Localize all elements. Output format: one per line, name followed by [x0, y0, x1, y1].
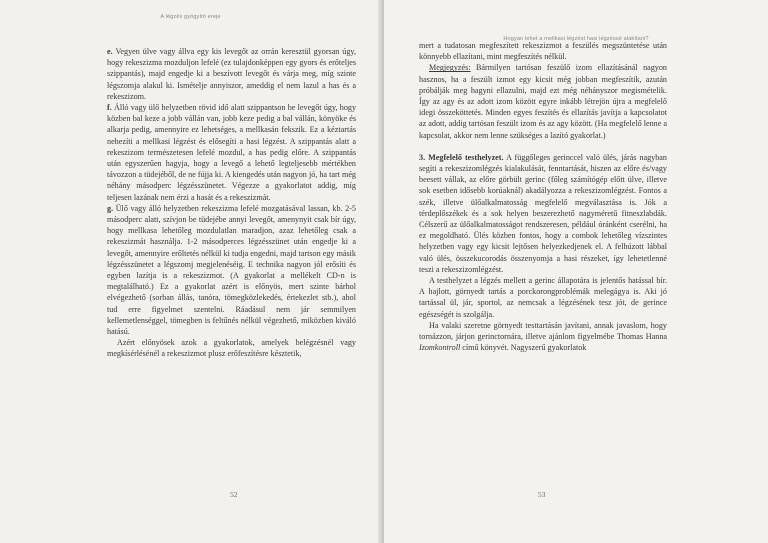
paragraph-text: Azért előnyösek azok a gyakorlatok, amelyek belégzésnél vagy megkísérlésénél a rekeszizmot plusz erőfeszítésre késztetik, — [107, 338, 356, 359]
paragraph-section-3 — [419, 152, 667, 275]
note-label: Megjegyzés: — [429, 63, 471, 73]
paragraph-recommendation — [419, 320, 667, 354]
paragraph-note — [419, 62, 667, 140]
running-header-left: A légzés gyógyító ereje — [160, 14, 221, 20]
left-page-body — [107, 46, 356, 360]
paragraph-text: A testhelyzet a légzés mellett a gerinc állapotára is jelentős hatással bír. A hajlott, görnyedt tartás a porckorongproblémák melegágya is. Aki jó tartással ül, jár, sportol, az nemcsak a légzésének tesz jót, de gerince egészségét is szolgálja. — [419, 276, 667, 319]
page-number-right: 53 — [538, 490, 546, 499]
paragraph-e — [107, 46, 356, 102]
paragraph-text: Bármilyen tartósan feszülő izom ellazításánál nagyon hasznos, ha a feszült izmot egy kicsit még jobban megfeszítik, azután próbálják meg hagyni ellazulni, majd ezt még néhányszor megismételik. Így az agy és az adott izom között egyre inkább létrejön újra a megfelelő idegi összeköttetés. Minden egyes feszítés és ellazítás javítja a kapcsolatot az adott, addig tartósan feszült izom és az agy között. (Ha megfelelő lenne a kapcsolat, akkor nem lenne szükséges a lazító gyakorlat.) — [419, 63, 667, 140]
paragraph-text: Vegyen ülve vagy állva egy kis levegőt az orrán keresztül gyorsan úgy, hogy rekeszizma mozduljon lefelé (ez tulajdonképpen egy gyors és erőteljes szippantás), majd engedje ki a beszívott levegőt és várja meg, míg szinte légszomja alakul ki. Ismételje annyiszor, ameddig el nem lazul a has és a rekeszizom. — [107, 47, 356, 101]
paragraph-g — [107, 203, 356, 337]
paragraph-label: f. — [107, 103, 112, 113]
paragraph-text: A függőleges gerinccel való ülés, járás nagyban segíti a rekeszizomlégzés kialakulását, fenntartását, hiszen az előre és/vagy beesett vállak, az előre görbült gerinc (főleg számítógép előtt ülve, illetve sok esetben idősebb korúaknál) akadályozza a rekeszizomlégzést. Fontos a szék, illetve ülőalkalmatosság megfelelő megválasztása is. Jók a térdeplőszékek és a sok helyen beszerezhető nagyméretű fitneszlabdák. Célszerű az ülőalkalmatosságot rendszeresen, például óránként cserélni, ha ez megoldható. Ülés közben fontos, hogy a combok lehetőleg vízszintes helyzetben vagy egy kicsit lejtősen helyezkedjenek el. A felhúzott lábbal való ülés, összekucorodás összenyomja a hasi részeket, így lehetetlenné teszi a rekeszizomlégzést. — [419, 152, 667, 274]
paragraph-text: című könyvét. Nagyszerű gyakorlatok — [460, 343, 587, 353]
paragraph-text: mert a tudatosan megfeszített rekeszizmot a feszülés megszüntetése után könnyebb ellazítani, mint megfeszítés nélkül. — [419, 41, 667, 62]
right-page-body — [419, 40, 667, 353]
paragraph-text: Ha valaki szeretne görnyedt testtartásán javítani, annak javaslom, hogy tornázzon, járjon gerinctornára, illetve ajánlom figyelmébe Thomas Hanna — [419, 320, 667, 342]
page-number-left: 52 — [230, 490, 238, 499]
running-header-right: Hogyan lehet a mellkasi légzést hasi légzéssé alakítani? — [503, 36, 649, 42]
paragraph-posture — [419, 275, 667, 320]
paragraph-continuation — [107, 337, 356, 359]
paragraph-label: g. — [107, 203, 114, 213]
left-page — [0, 0, 381, 543]
right-page — [384, 0, 768, 543]
paragraph-text: Álló vagy ülő helyzetben rövid idő alatt szippantson be levegőt úgy, hogy közben bal keze a jobb vállán van, jobb keze pedig a bal vállán, könyöke és alkarja pedig, amennyire ez lehetséges, a mellkasán fekszik. Ez a kéztartás nehezíti a mellkasi légzést és elősegíti a hasi légzést. A szippantás alatt a rekeszizom természetesen lefelé mozdul, a has pedig előre. A szippantás után egyszerűen hagyja, hogy a levegő a lehető legteljesebb mértékben távozzon a tüdejéből, de ne fújja ki. A kiengedés után nagyon jó, ha tart még néhány másodperc légzésszünetet. Végezze a gyakorlatot addig, míg teljesen lazának nem érzi a hasát és a rekeszizmát. — [107, 103, 357, 202]
paragraph-label: e. — [107, 47, 113, 56]
paragraph-continued — [419, 40, 667, 62]
section-heading: 3. Megfelelő testhelyzet. — [419, 152, 504, 162]
book-title: Izomkontroll — [419, 343, 461, 353]
paragraph-text: Ülő vagy álló helyzetben rekeszizma lefelé mozgatásával lassan, kb. 2-5 másodperc alatt, szívjon be tüdejébe annyi levegőt, amenynyit csak bír úgy, hogy mellkasa lehetőleg mozdulatlan maradjon, azaz lehetőleg csak a rekeszizmát használja. 1-2 másodperces légzésszünet után engedje ki a levegőt, amennyire erőltetés nélkül ki tudja engedni, majd tartson egy másik légzésszünetet a légszomj megjelenéséig. E technika nagyon jól erősíti és egyben lazítja is a rekeszizmot. (A gyakorlat a mellékelt CD-n is megtalálható.) Ez a gyakorlat azért is előnyös, mert szinte bárhol elvégezhető (sorban állás, tanóra, tömegközlekedés, értekezlet stb.), ahol tud erre figyelmet szentelni. Ráadásul nem jár semmilyen kellemetlenséggel, tömegben is feltűnés nélkül végezhető, miközben kiváló hatású. — [107, 203, 356, 337]
paragraph-f — [107, 102, 356, 203]
